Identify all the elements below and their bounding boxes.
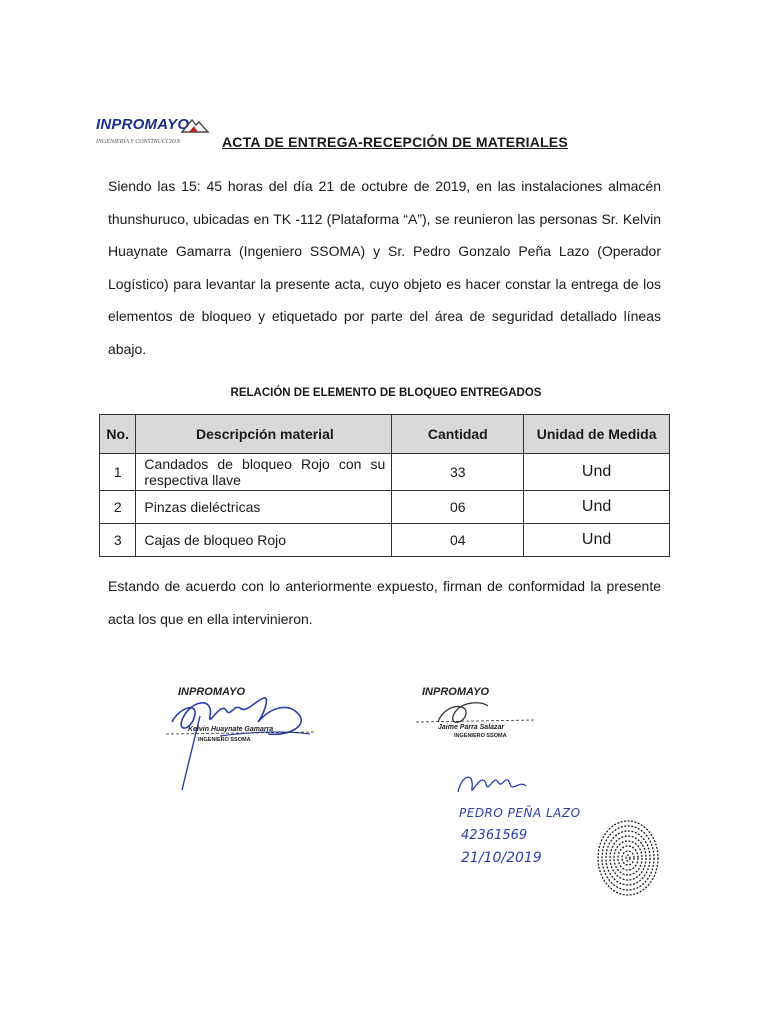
table-header-row bbox=[100, 415, 670, 454]
intro-paragraph: Siendo las 15: 45 horas del día 21 de octubre de 2019, en las instalaciones almacén thunshuruco, ubicadas en TK -112 (Plataforma “A”), se reunieron las personas Sr. Kelvin Huaynate Gamarra (Ingeniero SSOMA) y Sr. Pedro Gonzalo Peña Lazo (Operador Logístico) para levantar la presente acta, cuyo objeto es hacer constar la entrega de los elementos de bloqueo y etiquetado por parte del área de seguridad detallado líneas abajo. bbox=[108, 178, 661, 357]
company-logo bbox=[96, 112, 226, 152]
handwritten-name: PEDRO PEÑA LAZO bbox=[459, 806, 581, 820]
handwritten-date: 21/10/2019 bbox=[461, 850, 542, 866]
logo-brand: INPROMAYO bbox=[96, 116, 190, 133]
row-unit: Und bbox=[524, 524, 670, 557]
header-no: No. bbox=[100, 415, 136, 454]
row-description: Pinzas dieléctricas bbox=[136, 491, 392, 524]
row-unit: Und bbox=[524, 454, 670, 491]
stamp-name: Jaime Parra Salazar bbox=[438, 724, 505, 731]
table-row bbox=[100, 524, 670, 557]
handwritten-signature-icon bbox=[452, 764, 532, 804]
table-title: RELACIÓN DE ELEMENTO DE BLOQUEO ENTREGADOS bbox=[230, 387, 542, 399]
row-no: 2 bbox=[100, 491, 136, 524]
stamp-role: INGENIERO SSOMA bbox=[454, 733, 507, 739]
row-no: 3 bbox=[100, 524, 136, 557]
signature-left bbox=[160, 686, 320, 796]
handwritten-signature-icon bbox=[160, 692, 320, 796]
handwritten-id: 42361569 bbox=[461, 828, 528, 843]
row-description: Cajas de bloqueo Rojo bbox=[136, 524, 392, 557]
signature-right bbox=[410, 686, 540, 756]
row-quantity: 33 bbox=[392, 454, 524, 491]
logo-tagline: INGENIERIA Y CONSTRUCCION bbox=[96, 139, 181, 145]
stamp-role: INGENIERO SSOMA bbox=[198, 737, 251, 743]
row-quantity: 04 bbox=[392, 524, 524, 557]
row-no: 1 bbox=[100, 454, 136, 491]
table-row bbox=[100, 491, 670, 524]
header-quantity: Cantidad bbox=[392, 415, 524, 454]
stamp-name: Kelvin Huaynate Gamarra bbox=[188, 726, 274, 733]
row-description: Candados de bloqueo Rojo con su respectiva llave bbox=[136, 454, 392, 491]
header-unit: Unidad de Medida bbox=[524, 415, 670, 454]
mountain-logo-icon bbox=[180, 114, 210, 136]
document-title: ACTA DE ENTREGA-RECEPCIÓN DE MATERIALES bbox=[222, 134, 568, 150]
closing-paragraph: Estando de acuerdo con lo anteriormente expuesto, firman de conformidad la presente acta los que en ella intervinieron. bbox=[108, 578, 661, 627]
stamp-brand: INPROMAYO bbox=[178, 686, 246, 698]
header-description: Descripción material bbox=[136, 415, 392, 454]
table-row bbox=[100, 454, 670, 491]
materials-table bbox=[99, 414, 670, 557]
row-quantity: 06 bbox=[392, 491, 524, 524]
stamp-brand: INPROMAYO bbox=[422, 686, 490, 698]
fingerprint-icon bbox=[596, 818, 660, 896]
row-unit: Und bbox=[524, 491, 670, 524]
